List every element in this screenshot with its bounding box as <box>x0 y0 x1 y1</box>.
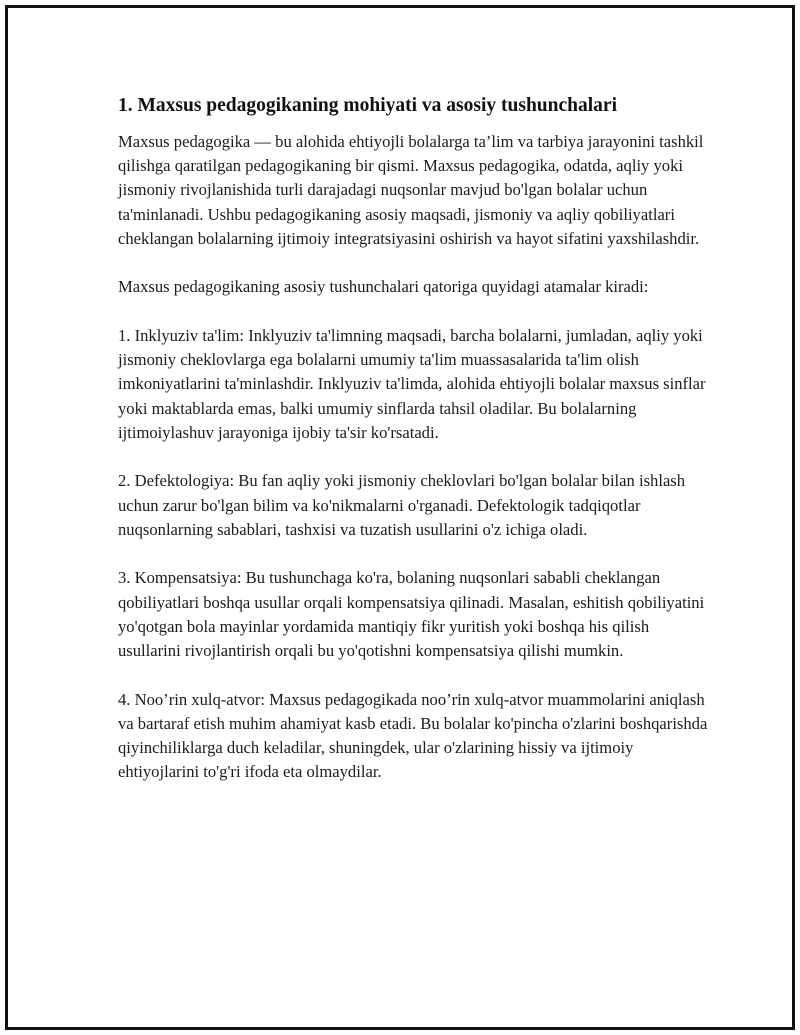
paragraph-defectology: 2. Defektologiya: Bu fan aqliy yoki jismoniy cheklovlari bo'lgan bolalar bilan ishlash uchun zarur bo'lgan bilim va ko'nikmalarni o'rganadi. Defektologik tadqiqotlar nuqsonlarning sabablari, tashxisi va tuzatish usullarini o'z ichiga oladi. <box>118 471 686 539</box>
document-body <box>118 92 708 809</box>
paragraph-compensation: 3. Kompensatsiya: Bu tushunchaga ko'ra, bolaning nuqsonlari sababli cheklangan qobiliyatlari boshqa usullar orqali kompensatsiya qilinadi. Masalan, eshitish qobiliyatini yo'qotgan bola mayinlar yordamida mantiqiy fikr yuritish yoki boshqa his qilish usullarini rivojlantirish orqali bu yo'qotishni kompensatsiya qilishi mumkin. <box>118 568 705 661</box>
section-heading: 1. Maxsus pedagogikaning mohiyati va asosiy tushunchalari <box>118 95 617 116</box>
paragraph-inclusive-education: 1. Inklyuziv ta'lim: Inklyuziv ta'limning maqsadi, barcha bolalarni, jumladan, aqliy yoki jismoniy cheklovlarga ega bolalarni umumiy ta'lim muassasalarida ta'lim olish imkoniyatlarini ta'minlashdir. Inklyuziv ta'limda, alohida ehtiyojli bolalar maxsus sinflar yoki maktablarda emas, balki umumiy sinflarda tahsil oladilar. Bu bolalarning ijtimoiylashuv jarayoniga ijobiy ta'sir ko'rsatadi. <box>118 326 706 442</box>
paragraph-intro: Maxsus pedagogika — bu alohida ehtiyojli bolalarga ta’lim va tarbiya jarayonini tashkil qilishga qaratilgan pedagogikaning bir qismi. Maxsus pedagogika, odatda, aqliy yoki jismoniy rivojlanishida turli darajadagi nuqsonlar mavjud bo'lgan bolalar uchun ta'minlanadi. Ushbu pedagogikaning asosiy maqsadi, jismoniy va aqliy qobiliyatlari cheklangan bolalarning ijtimoiy integratsiyasini oshirish va hayot sifatini yaxshilashdir. <box>118 132 704 248</box>
paragraph-terms-intro: Maxsus pedagogikaning asosiy tushunchalari qatoriga quyidagi atamalar kiradi: <box>118 277 649 297</box>
paragraph-behavior: 4. Noo’rin xulq-atvor: Maxsus pedagogikada noo’rin xulq-atvor muammolarini aniqlash va bartaraf etish muhim ahamiyat kasb etadi. Bu bolalar ko'pincha o'zlarini boshqarishda qiyinchiliklarga duch keladilar, shuningdek, ular o'zlarining hissiy va ijtimoiy ehtiyojlarini to'g'ri ifoda eta olmaydilar. <box>118 689 708 782</box>
